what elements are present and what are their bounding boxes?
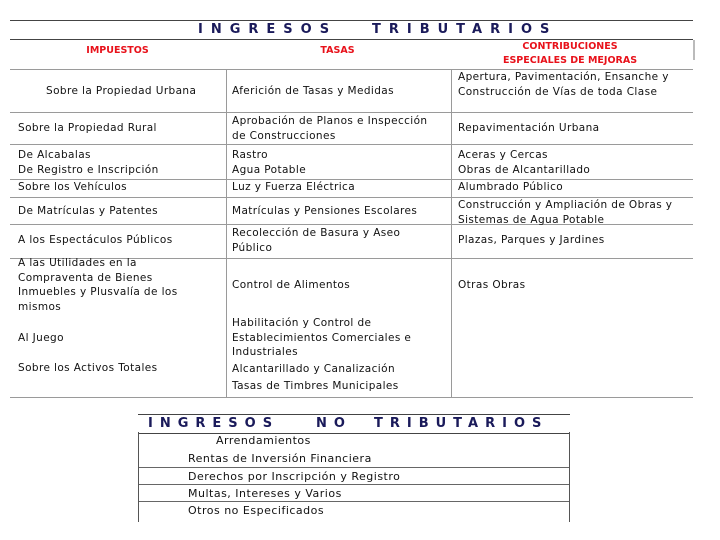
tasa-item: Habilitación y Control de Establecimientos Comerciales e Industriales <box>232 317 412 358</box>
header-contribuciones-line1: CONTRIBUCIONES <box>522 41 618 52</box>
impuesto-item: Al Juego <box>18 332 64 344</box>
no-tributario-item: Otros no Especificados <box>138 501 570 519</box>
contribucion-item: Repavimentación Urbana <box>458 122 600 134</box>
contribucion-item: Obras de Alcantarillado <box>458 164 591 176</box>
ingresos-no-tributarios-title <box>138 414 570 434</box>
divider <box>226 69 227 398</box>
tasa-item: Alcantarillado y Canalización <box>232 363 395 375</box>
header-contribuciones-line2: ESPECIALES DE MEJORAS <box>502 55 638 66</box>
divider <box>693 40 695 60</box>
tasa-item: Agua Potable <box>232 164 307 176</box>
contribucion-item: Otras Obras <box>458 279 526 291</box>
ingresos-tributarios-title <box>10 20 693 40</box>
title-word-tributarios: TRIBUTARIOS <box>372 22 558 37</box>
tasa-item: Rastro <box>232 149 268 161</box>
tasa-item: Matrículas y Pensiones Escolares <box>232 205 418 217</box>
tasa-item: Aprobación de Planos e Inspección de Construcciones <box>232 115 428 142</box>
tasa-item: Recolección de Basura y Aseo Público <box>232 227 401 254</box>
divider <box>10 397 693 398</box>
impuesto-item: De Matrículas y Patentes <box>18 205 159 217</box>
ingresos-tributarios-table <box>10 20 693 398</box>
contribucion-item: Alumbrado Público <box>458 181 564 193</box>
tasa-item: Aferición de Tasas y Medidas <box>232 85 395 97</box>
divider <box>138 432 139 522</box>
impuesto-item: A los Espectáculos Públicos <box>18 234 173 246</box>
impuesto-item: De Registro e Inscripción <box>18 164 159 176</box>
title-word-ingresos: INGRESOS <box>148 416 280 431</box>
impuesto-item: Sobre la Propiedad Rural <box>18 122 157 134</box>
contribucion-item: Plazas, Parques y Jardines <box>458 234 605 246</box>
title-word-tributarios: TRIBUTARIOS <box>374 416 549 431</box>
contribucion-item: Apertura, Pavimentación, Ensanche y Construcción de Vías de toda Clase <box>458 71 669 98</box>
impuesto-item: Sobre los Activos Totales <box>18 362 158 374</box>
impuesto-item: De Alcabalas <box>18 149 91 161</box>
tasa-item: Tasas de Timbres Municipales <box>232 380 399 392</box>
no-tributario-item: Derechos por Inscripción y Registro <box>138 467 570 485</box>
divider <box>451 69 452 398</box>
divider <box>569 432 570 522</box>
title-word-no: NO <box>316 416 352 431</box>
no-tributario-item: Arrendamientos <box>216 434 311 447</box>
tasa-item: Luz y Fuerza Eléctrica <box>232 181 356 193</box>
contribucion-item: Aceras y Cercas <box>458 149 548 161</box>
impuesto-item: A las Utilidades en la Compraventa de Bienes Inmuebles y Plusvalía de los mismos <box>18 257 178 313</box>
no-tributario-item: Rentas de Inversión Financiera <box>188 452 372 465</box>
divider <box>10 144 693 145</box>
ingresos-no-tributarios-table <box>138 414 570 522</box>
divider <box>10 112 693 113</box>
contribucion-item: Construcción y Ampliación de Obras y Sistemas de Agua Potable <box>458 199 673 226</box>
no-tributario-item: Multas, Intereses y Varios <box>138 484 570 502</box>
impuesto-item: Sobre la Propiedad Urbana <box>46 85 197 97</box>
header-tasas: TASAS <box>320 45 355 56</box>
impuesto-item: Sobre los Vehículos <box>18 181 128 193</box>
title-word-ingresos: INGRESOS <box>198 22 338 37</box>
header-impuestos: IMPUESTOS <box>86 45 149 56</box>
tasa-item: Control de Alimentos <box>232 279 351 291</box>
